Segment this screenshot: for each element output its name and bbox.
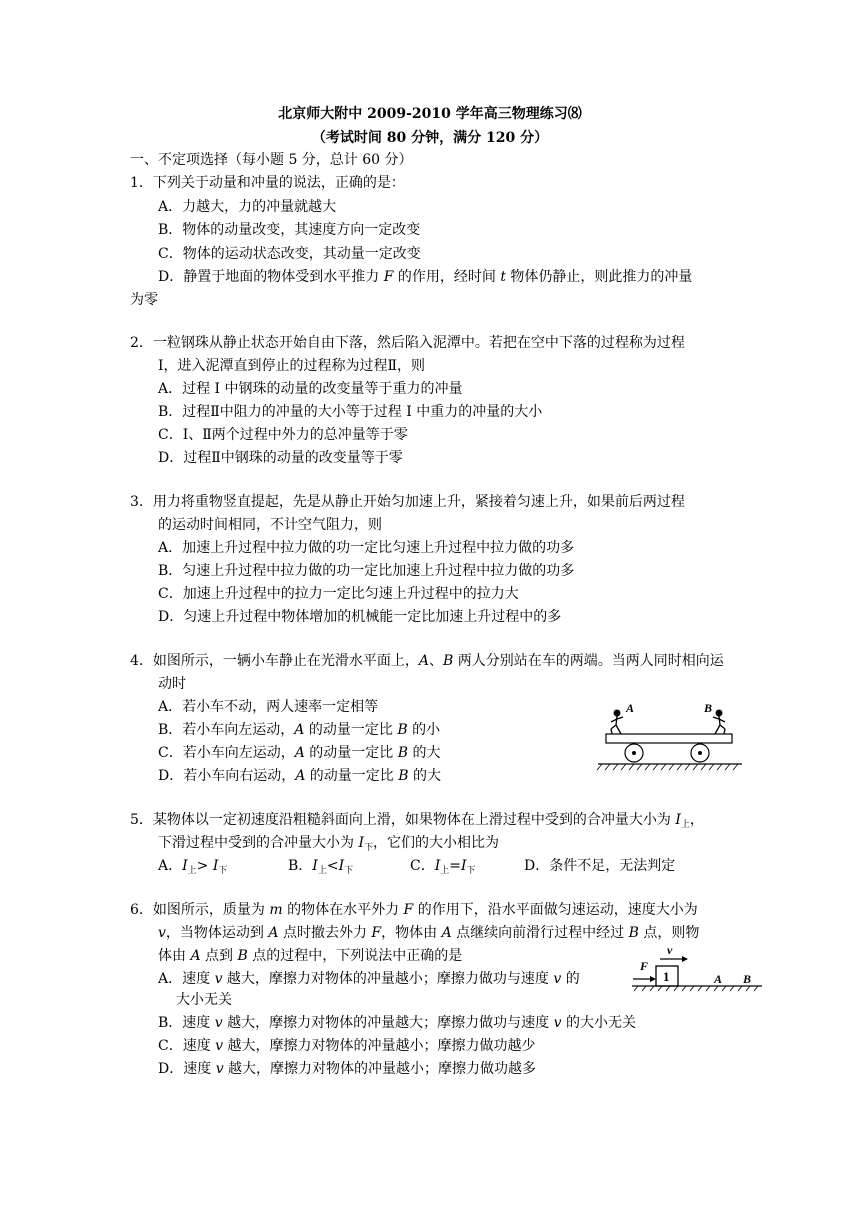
q4-option-d: D．若小车向右运动，A 的动量一定比 B 的大 [158, 768, 442, 784]
q5-option-c: C．$I_上=I_下$ [410, 858, 476, 876]
q4-option-b: B．若小车向左运动，A 的动量一定比 B 的小 [158, 722, 441, 738]
q4-option-c: C．若小车向左运动，A 的动量一定比 B 的大 [158, 745, 441, 761]
q6-option-a-continued: 大小无关 [176, 992, 232, 1008]
ground-hatch [597, 764, 738, 770]
person-a [611, 710, 623, 734]
block-label: 1 [663, 969, 670, 984]
q6-option-d: D．速度 v 越大，摩擦力对物体的冲量越小；摩擦力做功越多 [158, 1061, 537, 1077]
q3-option-b: B．匀速上升过程中拉力做的功一定比加速上升过程中拉力做的功多 [158, 563, 575, 579]
q3-option-a: A．加速上升过程中拉力做的功一定比匀速上升过程中拉力做的功多 [158, 540, 575, 556]
q6-stem-line3: 体由 A 点到 B 点的过程中，下列说法中正确的是 [158, 948, 463, 964]
section-heading: 一、不定项选择（每小题 5 分，总计 60 分） [130, 152, 413, 168]
q2-stem-line2: Ⅰ，进入泥潭直到停止的过程称为过程Ⅱ，则 [158, 358, 426, 374]
q4-stem-line1: 4．如图所示，一辆小车静止在光滑水平面上，A、B 两人分别站在车的两端。当两人同时相向运 [130, 653, 724, 669]
q5-stem-line1: 5．某物体以一定初速度沿粗糙斜面向上滑，如果物体在上滑过程中受到的合冲量大小为 $I_上$， [130, 812, 704, 830]
q5-option-d: D．条件不足，无法判定 [524, 858, 676, 874]
q3-stem-line1: 3．用力将重物竖直提起，先是从静止开始匀加速上升，紧接着匀速上升，如果前后两过程 [130, 494, 685, 510]
q1-stem: 1．下列关于动量和冲量的说法，正确的是： [130, 175, 405, 191]
q3-stem-line2: 的运动时间相同，不计空气阻力，则 [158, 517, 382, 533]
q4-option-a: A．若小车不动，两人速率一定相等 [158, 699, 379, 715]
force-label: F [640, 959, 649, 973]
q3-option-c: C．加速上升过程中的拉力一定比匀速上升过程中的拉力大 [158, 586, 519, 602]
q6-stem-line1: 6．如图所示，质量为 m 的物体在水平外力 F 的作用下，沿水平面做匀速运动，速度大小为 [130, 902, 698, 918]
figure-label-a: A [626, 701, 635, 715]
point-b-label: B [743, 972, 752, 986]
q6-stem-line2: v，当物体运动到 A 点时撤去外力 F，物体由 A 点继续向前滑行过程中经过 B 点，则物 [158, 925, 700, 941]
q2-option-c: C．I、Ⅱ两个过程中外力的总冲量等于零 [158, 427, 408, 443]
q3-option-d: D．匀速上升过程中物体增加的机械能一定比加速上升过程中的多 [158, 609, 562, 625]
cart-deck [606, 734, 732, 743]
q5-option-b: B．$I_上<I_下$ [288, 858, 354, 876]
person-b [713, 710, 725, 734]
cart-wheels [625, 744, 709, 762]
ground-hatch [634, 986, 758, 991]
q1-option-d-continued: 为零 [130, 292, 158, 308]
q6-option-a: A．速度 v 越大，摩擦力对物体的冲量越小；摩擦力做功与速度 v 的 [158, 971, 580, 987]
q6-option-b: B．速度 v 越大，摩擦力对物体的冲量越大；摩擦力做功与速度 v 的大小无关 [158, 1015, 636, 1031]
q6-block-figure [630, 944, 766, 996]
q6-option-c: C．速度 v 越大，摩擦力对物体的冲量越小；摩擦力做功越少 [158, 1038, 536, 1054]
page-subtitle: （考试时间 80 分钟，满分 120 分） [311, 130, 549, 146]
q2-stem-line1: 2．一粒钢珠从静止状态开始自由下落，然后陷入泥潭中。若把在空中下落的过程称为过程 [130, 335, 685, 351]
q2-option-a: A．过程 I 中钢珠的动量的改变量等于重力的冲量 [158, 381, 463, 397]
q1-option-a: A．力越大，力的冲量就越大 [158, 199, 337, 215]
page-title: 北京师大附中 2009-2010 学年高三物理练习⑻ [278, 106, 582, 122]
q4-cart-figure [596, 698, 746, 774]
q1-option-d: D．静置于地面的物体受到水平推力 F 的作用，经时间 t 物体仍静止，则此推力的冲量 [158, 269, 693, 285]
q1-option-c: C．物体的运动状态改变，其动量一定改变 [158, 246, 421, 262]
q4-stem-line2: 动时 [158, 676, 186, 692]
q5-option-a: A．$I_上> I_下$ [158, 858, 228, 876]
q5-stem-line2: 下滑过程中受到的合冲量大小为 $I_下$，它们的大小相比为 [158, 835, 499, 853]
q2-option-d: D．过程Ⅱ中钢珠的动量的改变量等于零 [158, 450, 403, 466]
velocity-label: v [667, 944, 673, 957]
point-a-label: A [714, 972, 723, 986]
q2-option-b: B．过程Ⅱ中阻力的冲量的大小等于过程 I 中重力的冲量的大小 [158, 404, 543, 420]
figure-label-b: B [704, 701, 713, 715]
q1-option-b: B．物体的动量改变，其速度方向一定改变 [158, 222, 421, 238]
